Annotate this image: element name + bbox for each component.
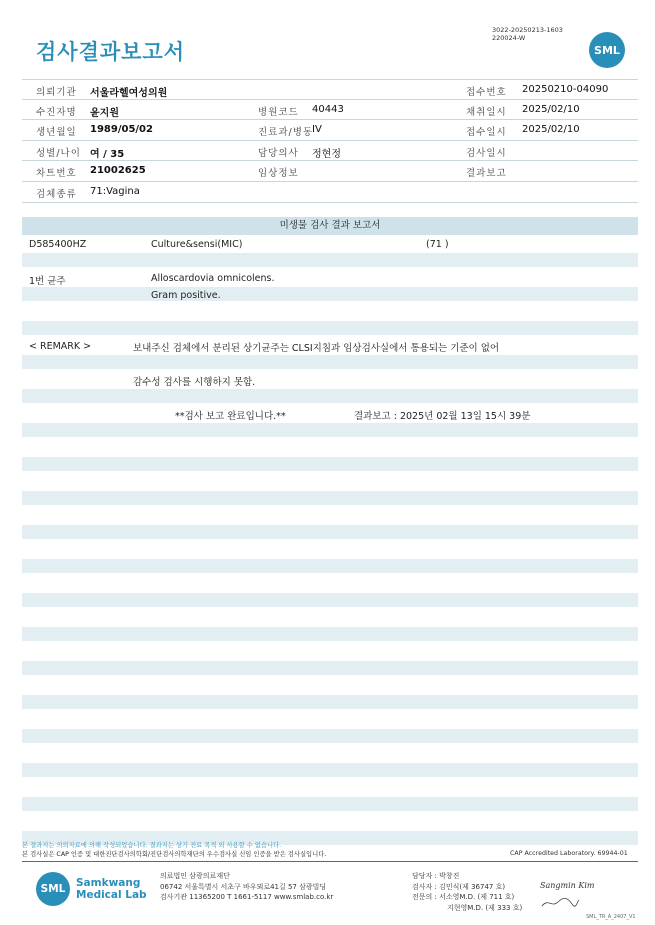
logo-name-line1: Samkwang: [76, 877, 141, 889]
footer-divider: [22, 861, 638, 862]
requesting-institution: 서울라헬여성의원: [90, 88, 168, 99]
specialist2: 지현영M.D. (제 333 호): [447, 903, 523, 912]
remark-line1: 보내주신 검체에서 분리된 상기균주는 CLSI지침과 임상검사실에서 통용되는 기준이 없어: [133, 343, 500, 354]
report-band: [22, 423, 638, 437]
report-band: [22, 627, 638, 641]
info-row: [22, 161, 638, 182]
report-band: [22, 593, 638, 607]
receipt-no-label: 접수번호: [466, 87, 507, 98]
sml-logo-icon: SML: [36, 872, 70, 906]
logo-name: [76, 877, 147, 901]
report-band: [22, 355, 638, 369]
receipt-date: 2025/02/10: [522, 124, 580, 136]
document-code: [492, 26, 563, 42]
organism-label: 1번 균주: [29, 276, 66, 287]
samkwang-logo: [36, 872, 147, 906]
test-name: Culture&sensi(MIC): [151, 239, 243, 250]
lab-address-block: [160, 871, 333, 903]
info-row: [22, 120, 638, 141]
patient-info-table: [22, 79, 638, 203]
document-code-line2: 220024-W: [492, 34, 526, 42]
dob: 1989/05/02: [90, 124, 153, 136]
result-report-label: 결과보고: [466, 168, 507, 180]
specimen: 71:Vagina: [90, 185, 140, 197]
requesting-institution-label: 의뢰기관: [36, 87, 77, 98]
signature-scribble: [540, 896, 580, 910]
hospital-code-label: 병원코드: [258, 106, 299, 118]
info-row: [22, 100, 638, 121]
logo-name-line2: Medical Lab: [76, 889, 147, 901]
organism-name: Alloscardovia omnicolens.: [151, 273, 275, 284]
test-date-label: 검사일시: [466, 147, 507, 159]
chart-no-label: 차트번호: [36, 168, 77, 180]
footnote-line2: 본 검사실은 CAP 인증 및 대한진단검사의학회/진단검사의학재단의 우수검사실 신임 인증을 받은 검사실입니다.: [22, 851, 327, 858]
test-code: D585400HZ: [29, 239, 87, 250]
remark-line2: 감수성 검사를 시행하지 못함.: [133, 377, 256, 388]
footnote-line1: 본 결과지는 의뢰자료에 의해 작성되었습니다. 결과지는 상기 진료 목적 외 사용할 수 없습니다.: [22, 842, 282, 849]
hospital-code: 40443: [312, 103, 344, 115]
report-band: [22, 457, 638, 471]
contact: 검사기관 11365200 T 1661-5117 www.smlab.co.kr: [160, 893, 334, 901]
clinical-info-label: 임상정보: [258, 168, 299, 180]
sml-logo: SML: [589, 32, 625, 68]
footnote: [22, 841, 326, 859]
department: IV: [312, 124, 322, 136]
report-band: [22, 559, 638, 573]
report-band: [22, 695, 638, 709]
tester: 검사자 : 김민식(제 36747 호): [412, 882, 506, 891]
form-number: SML_TR_A_2407_V1: [586, 914, 636, 920]
patient-name-label: 수진자명: [36, 106, 77, 118]
sex-age-label: 성별/나이: [36, 147, 81, 159]
specialist1: 전문의 : 서소영M.D. (제 711 호): [412, 893, 515, 901]
report-band: [22, 797, 638, 811]
info-row: [22, 141, 638, 162]
specimen-label: 검체종류: [36, 188, 77, 200]
signature: Sangmin Kim: [540, 881, 595, 890]
report-band: [22, 287, 638, 301]
report-band: [22, 763, 638, 777]
report-band: [22, 525, 638, 539]
completion-notice: **검사 보고 완료입니다.**: [175, 411, 286, 422]
manager: 담당자 : 박창진: [412, 872, 460, 880]
report-time: 결과보고 : 2025년 02월 13일 15시 39분: [354, 411, 531, 422]
report-band: [22, 729, 638, 743]
microbiology-report: [22, 217, 638, 422]
chart-no: 21002625: [90, 165, 146, 177]
report-band: [22, 661, 638, 675]
doctor-label: 담당의사: [258, 147, 299, 159]
dob-label: 생년월일: [36, 127, 77, 139]
report-band: [22, 491, 638, 505]
remark-label: < REMARK >: [29, 341, 92, 352]
receipt-no: 20250210-04090: [522, 84, 609, 95]
specimen-code: (71 ): [426, 239, 449, 250]
sex-age: 여 / 35: [90, 148, 125, 160]
org-name: 의료법인 삼광의료재단: [160, 872, 230, 880]
collection-date-label: 채취일시: [466, 106, 507, 118]
report-title: 검사결과보고서: [36, 40, 186, 64]
report-band: [22, 321, 638, 335]
department-label: 진료과/병동: [258, 127, 314, 139]
receipt-date-label: 접수일시: [466, 127, 507, 139]
staff-block: [412, 871, 522, 913]
info-row: [22, 182, 638, 203]
report-band: [22, 253, 638, 267]
document-code-line1: 3022-20250213-1603: [492, 26, 563, 34]
gram-stain: Gram positive.: [151, 290, 221, 301]
report-section-title: 미생물 검사 결과 보고서: [22, 217, 638, 235]
cap-accreditation: CAP Accredited Laboratory. 69944-01: [510, 850, 628, 857]
patient-name: 윤지원: [90, 107, 119, 119]
address: 06742 서울특별시 서초구 바우뫼로41길 57 삼광빌딩: [160, 882, 327, 891]
report-band: [22, 389, 638, 403]
collection-date: 2025/02/10: [522, 103, 580, 115]
doctor: 정현정: [312, 148, 341, 160]
info-row: [22, 79, 638, 100]
